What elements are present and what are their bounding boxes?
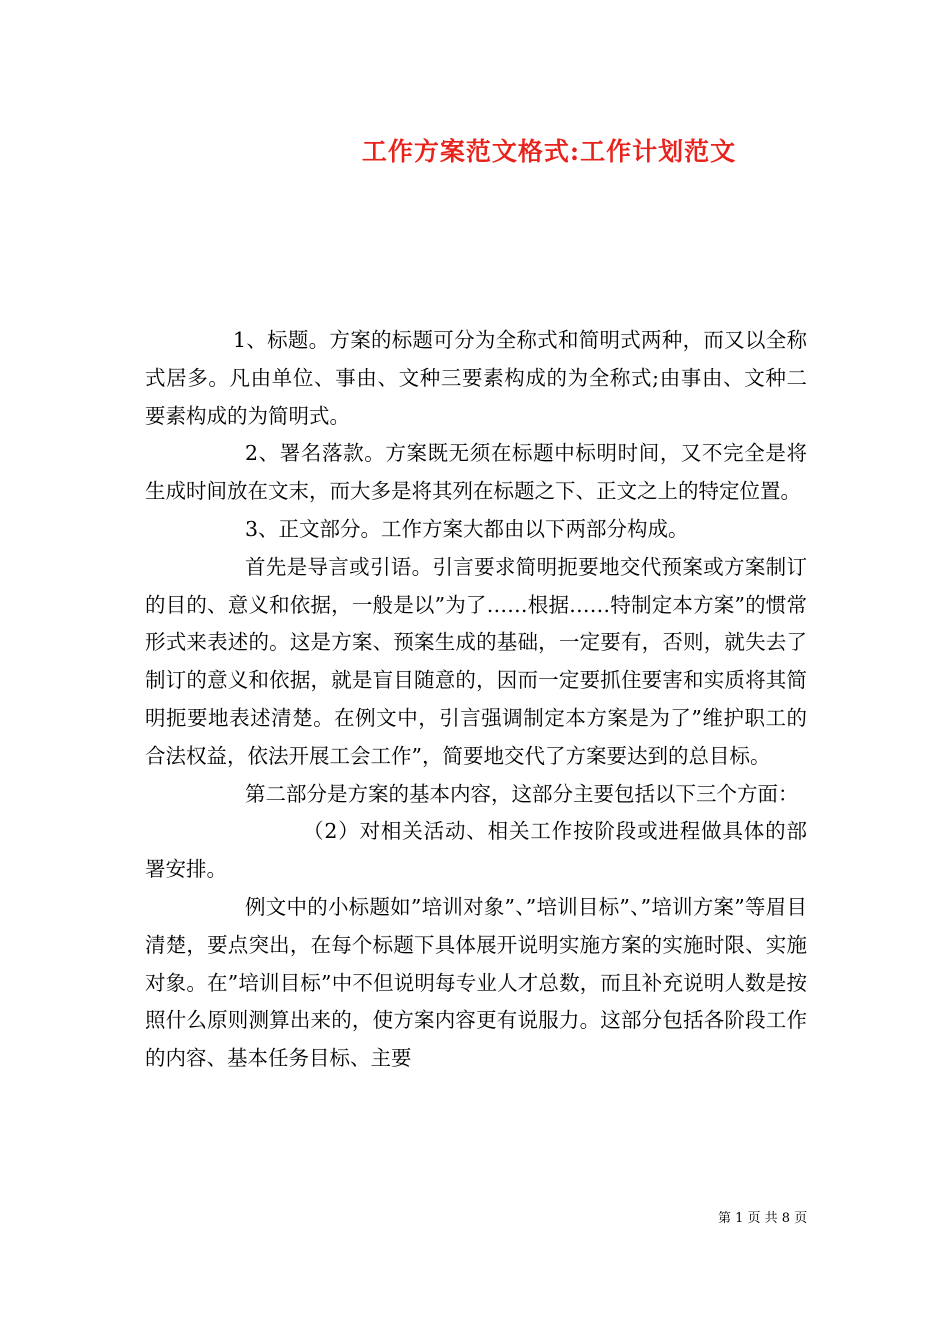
paragraph-arrangement: （2）对相关活动、相关工作按阶段或进程做具体的部署安排。 <box>145 819 807 882</box>
document-title: 工作方案范文格式:工作计划范文 <box>361 137 737 166</box>
paragraph-basic-content: 第二部分是方案的基本内容，这部分主要包括以下三个方面： <box>245 781 799 806</box>
paragraph-example: 例文中的小标题如”培训对象”、”培训目标”、”培训方案”等眉目清楚，要点突出，在每个标题下具体展开说明实施方案的实施时限、实施对象。在”培训目标”中不但说明每专业人才总数，而且补充说明人数是按照什么原则测算出来的，使方案内容更有说服力。这部分包括各阶段工作的内容、基本任务目标、主要 <box>145 894 807 1071</box>
paragraph-body-rule: 3、正文部分。工作方案大都由以下两部分构成。 <box>245 516 689 541</box>
document-body <box>145 322 807 1078</box>
page-number: 第 1 页 共 8 页 <box>718 1211 808 1226</box>
paragraph-title-rule: 1、标题。方案的标题可分为全称式和简明式两种，而又以全称式居多。凡由单位、事由、文种三要素构成的为全称式;由事由、文种二要素构成的为简明式。 <box>145 328 807 428</box>
paragraph-signature-rule: 2、署名落款。方案既无须在标题中标明时间，又不完全是将生成时间放在文末，而大多是将其列在标题之下、正文之上的特定位置。 <box>145 441 807 504</box>
paragraph-introduction: 首先是导言或引语。引言要求简明扼要地交代预案或方案制订的目的、意义和依据，一般是以”为了……根据……特制定本方案”的惯常形式来表述的。这是方案、预案生成的基础，一定要有，否则，就失去了制订的意义和依据，就是盲目随意的，因而一定要抓住要害和实质将其简明扼要地表述清楚。在例文中，引言强调制定本方案是为了”维护职工的合法权益，依法开展工会工作”，简要地交代了方案要达到的总目标。 <box>145 554 807 768</box>
